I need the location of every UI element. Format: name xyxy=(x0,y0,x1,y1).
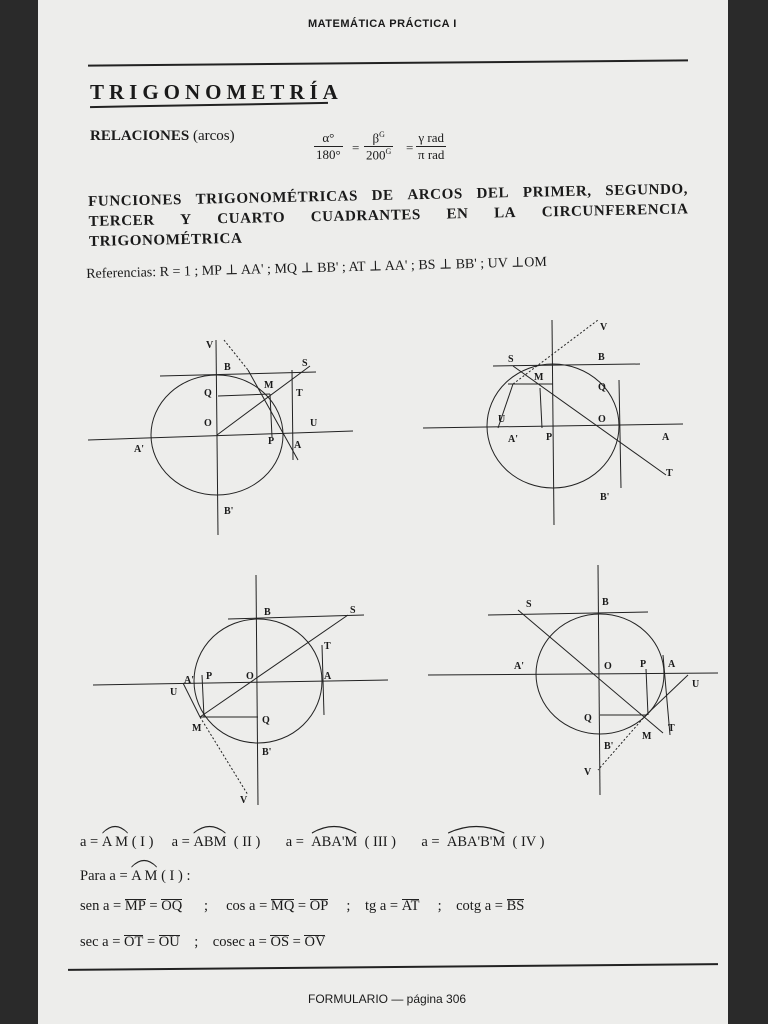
cotg-label: cotg a = xyxy=(456,898,503,914)
label-t: T xyxy=(296,388,303,399)
equals-1: = xyxy=(352,140,360,155)
axis-vertical xyxy=(216,340,218,535)
axis-vertical xyxy=(552,320,554,525)
sep: ; xyxy=(194,934,199,950)
cosec-value-2: OV xyxy=(304,934,326,950)
label-u: U xyxy=(170,687,178,698)
label-v: V xyxy=(240,795,248,805)
section-word: DE xyxy=(371,187,394,205)
diagram-second-quadrant xyxy=(418,300,688,530)
para-arc xyxy=(131,864,157,885)
section-word: SEGUNDO, xyxy=(605,181,689,200)
label-b-prime: B' xyxy=(604,741,614,752)
q3-labels xyxy=(170,605,356,805)
referencias-line: Referencias: R = 1 ; MP ⊥ AA' ; MQ ⊥ BB' ; AT ⊥ AA' ; BS ⊥ BB' ; UV ⊥OM xyxy=(86,254,548,282)
page-title: TRIGONOMETRÍA xyxy=(90,80,343,104)
tg-value: AT xyxy=(401,898,420,914)
q2-labels xyxy=(498,322,673,503)
label-q: Q xyxy=(598,382,606,393)
label-q: Q xyxy=(204,388,212,399)
cos-value-1: MQ xyxy=(270,898,295,914)
label-q: Q xyxy=(262,715,270,726)
label-b: B xyxy=(602,597,609,608)
label-b: B xyxy=(224,362,231,373)
section-word: CUADRANTES xyxy=(310,207,422,226)
para-num: ( I ) : xyxy=(161,868,191,884)
frac-den-grads-text: 200 xyxy=(366,147,386,163)
page xyxy=(38,0,728,1024)
page-footer: FORMULARIO — página 306 xyxy=(308,992,467,1006)
cosec-value-1: OS xyxy=(270,934,290,950)
section-word: PRIMER, xyxy=(522,183,592,201)
arc-q3-text: ABA'M xyxy=(311,834,358,850)
label-m: M xyxy=(642,731,652,742)
arc-q4 xyxy=(447,830,505,851)
label-p: P xyxy=(206,671,213,682)
arc-eq-2: a = xyxy=(171,834,190,850)
diagram-fourth-quadrant xyxy=(418,565,718,795)
section-word: CUARTO xyxy=(217,209,286,228)
frac-den-degrees: 180° xyxy=(316,147,341,162)
label-b: B xyxy=(598,352,605,363)
tangent-at-b xyxy=(160,372,316,376)
arc-q3-num: ( III ) xyxy=(364,834,396,850)
section-word: LA xyxy=(493,205,517,222)
sen-label: sen a = xyxy=(80,898,122,914)
book-header: MATEMÁTICA PRÁCTICA I xyxy=(308,18,457,30)
sec-value-2: OU xyxy=(158,934,180,950)
label-a: A xyxy=(324,671,332,682)
para-label: Para a = xyxy=(80,868,128,884)
label-a-prime: A' xyxy=(514,661,524,672)
sep: ; xyxy=(437,898,442,914)
sep: ; xyxy=(203,898,208,914)
diagram-third-quadrant xyxy=(88,575,388,805)
label-u: U xyxy=(310,418,318,429)
arc-eq-4: a = xyxy=(421,834,440,850)
footer-rule xyxy=(68,963,718,970)
cos-eq: = xyxy=(297,898,307,914)
tangent-at-a xyxy=(619,380,621,488)
cosec-eq: = xyxy=(292,934,301,950)
tg-label: tg a = xyxy=(364,898,399,914)
axis-vertical xyxy=(256,575,258,805)
section-word: ARCOS xyxy=(407,186,464,204)
label-a: A xyxy=(668,659,676,670)
label-a: A xyxy=(662,432,670,443)
line-u-m xyxy=(183,683,200,717)
label-a-prime: A' xyxy=(134,444,144,455)
para-arc-text: A M xyxy=(131,868,158,884)
label-b-prime: B' xyxy=(262,747,272,758)
functions-row-2 xyxy=(80,934,325,951)
sec-value-1: OT xyxy=(124,934,144,950)
sen-value-1: MP xyxy=(124,898,146,914)
arc-q4-text: ABA'B'M xyxy=(446,834,506,850)
label-a-prime: A' xyxy=(508,434,518,445)
arc-definitions-row xyxy=(80,830,544,851)
dashed-to-v xyxy=(513,320,598,384)
arc-q4-num: ( IV ) xyxy=(512,834,545,850)
section-word: TERCER xyxy=(88,212,155,230)
tangent-at-a xyxy=(292,370,293,460)
axis-vertical xyxy=(598,565,600,795)
frac-den-grads-sup: G xyxy=(385,147,392,157)
cos-value-2: OP xyxy=(309,898,329,914)
label-s: S xyxy=(508,354,514,365)
tangent-at-b xyxy=(488,612,648,615)
q4-labels xyxy=(514,597,699,778)
arc-q1-num: ( I ) xyxy=(131,834,154,850)
sec-label: sec a = xyxy=(80,934,121,950)
label-m: M xyxy=(192,723,202,734)
sec-eq: = xyxy=(146,934,156,950)
arc-eq-3: a = xyxy=(285,834,304,850)
section-word: EN xyxy=(446,206,469,223)
cos-label: cos a = xyxy=(226,898,268,914)
dashed-to-v xyxy=(200,717,248,795)
label-s: S xyxy=(350,605,356,616)
fraction-degrees xyxy=(314,130,343,163)
diagram-first-quadrant xyxy=(88,330,358,540)
arc-eq-1: a = xyxy=(80,834,99,850)
label-v: V xyxy=(584,767,592,778)
para-row xyxy=(80,864,190,885)
arc-q1-text: A M xyxy=(101,834,129,850)
functions-row-1 xyxy=(80,898,524,915)
label-p: P xyxy=(268,436,275,447)
label-s: S xyxy=(302,358,308,369)
sen-eq: = xyxy=(149,898,158,914)
label-o: O xyxy=(598,414,606,425)
arc-q2-text: ABM xyxy=(193,834,227,850)
radius-through-m xyxy=(200,615,348,717)
frac-num-grads xyxy=(364,130,393,147)
label-o: O xyxy=(204,418,212,429)
section-word: FUNCIONES xyxy=(88,192,183,210)
label-v: V xyxy=(206,340,214,351)
label-m: M xyxy=(534,372,544,383)
arc-q3 xyxy=(311,830,357,851)
sen-value-2: OQ xyxy=(161,898,183,914)
label-q: Q xyxy=(584,713,592,724)
frac-den-radians: π rad xyxy=(418,147,445,162)
equals-2: = xyxy=(406,140,414,155)
segment-mp xyxy=(540,388,542,428)
fraction-grads xyxy=(364,130,393,164)
label-u: U xyxy=(692,679,700,690)
axis-horizontal xyxy=(93,680,388,685)
label-a-prime: A' xyxy=(184,675,194,686)
label-o: O xyxy=(604,661,612,672)
fraction-radians xyxy=(416,130,446,163)
label-b-prime: B' xyxy=(600,492,610,503)
relaciones-label: RELACIONES xyxy=(90,128,190,144)
label-b: B xyxy=(264,607,271,618)
label-t: T xyxy=(324,641,331,652)
frac-num-degrees: α° xyxy=(314,130,343,147)
arc-q2 xyxy=(193,830,226,851)
axis-horizontal xyxy=(428,673,718,675)
label-m: M xyxy=(264,380,274,391)
section-word: TRIGONOMÉTRICAS xyxy=(195,188,359,208)
section-word: CIRCUNFERENCIA xyxy=(541,201,689,221)
cotg-value: BS xyxy=(506,898,525,914)
label-t: T xyxy=(668,723,675,734)
label-p: P xyxy=(546,432,553,443)
segment-mp xyxy=(202,675,204,717)
frac-num-radians: γ rad xyxy=(416,130,446,147)
label-t: T xyxy=(666,468,673,479)
section-line-3: TRIGONOMÉTRICA xyxy=(88,230,243,250)
label-s: S xyxy=(526,599,532,610)
label-p: P xyxy=(640,659,647,670)
relaciones-paren: (arcos) xyxy=(192,128,235,144)
section-heading xyxy=(88,179,689,252)
sep: ; xyxy=(346,898,351,914)
section-word: DEL xyxy=(476,185,510,202)
section-word: Y xyxy=(180,211,192,229)
relaciones-heading xyxy=(90,128,235,145)
label-b-prime: B' xyxy=(224,506,234,517)
arc-q2-num: ( II ) xyxy=(233,834,261,850)
frac-num-grads-sup: G xyxy=(379,130,385,139)
segment-mp xyxy=(646,669,648,715)
header-rule xyxy=(88,59,688,66)
label-o: O xyxy=(246,671,254,682)
cosec-label: cosec a = xyxy=(212,934,267,950)
label-v: V xyxy=(600,322,608,333)
label-u: U xyxy=(498,414,506,425)
label-a: A xyxy=(294,440,302,451)
frac-num-grads-text: β xyxy=(372,130,380,146)
arc-q1 xyxy=(102,830,128,851)
frac-den-grads xyxy=(364,147,393,163)
line-m-u xyxy=(646,675,688,715)
